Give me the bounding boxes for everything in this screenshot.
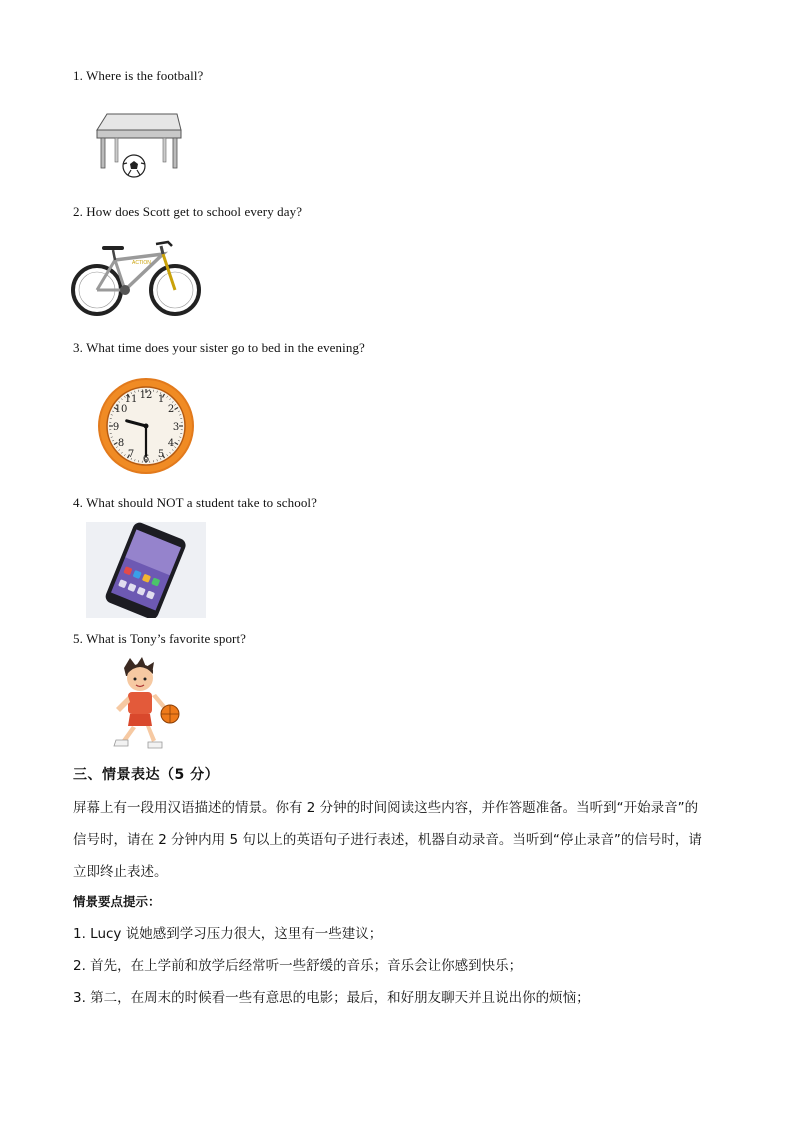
hint-2: 2. 首先，在上学前和放学后经常听一些舒缓的音乐；音乐会让你感到快乐； <box>73 958 523 974</box>
smartphone-image <box>86 522 206 618</box>
svg-text:9: 9 <box>112 422 120 433</box>
basketball-boy-image <box>100 656 190 759</box>
question-3: 3. What time does your sister go to bed in the evening? <box>73 340 365 355</box>
question-5: 5. What is Tony’s favorite sport? <box>73 631 247 646</box>
svg-text:10: 10 <box>114 404 128 415</box>
svg-text:6: 6 <box>142 454 150 465</box>
instruction-line-2: 信号时，请在 2 分钟内用 5 句以上的英语句子进行表述，机器自动录音。当听到“停止录音”的信号时，请 <box>73 832 702 848</box>
hint-1: 1. Lucy 说她感到学习压力很大，这里有一些建议； <box>73 926 383 942</box>
svg-text:2: 2 <box>167 404 175 415</box>
wall-clock-image <box>96 376 196 481</box>
question-1: 1. Where is the football? <box>73 68 204 83</box>
svg-text:12: 12 <box>139 390 153 401</box>
section-heading: 三、情景表达（5 分） <box>73 767 220 783</box>
bicycle-image <box>70 238 202 323</box>
svg-text:8: 8 <box>117 438 125 449</box>
svg-text:4: 4 <box>167 438 175 449</box>
question-4: 4. What should NOT a student take to school? <box>73 495 318 510</box>
hints-title: 情景要点提示： <box>73 894 161 909</box>
question-2: 2. How does Scott get to school every day? <box>73 204 303 219</box>
svg-text:1: 1 <box>157 394 165 405</box>
svg-text:5: 5 <box>157 449 165 460</box>
svg-text:ACTION: ACTION <box>132 260 151 266</box>
instruction-line-3: 立即终止表述。 <box>73 864 168 880</box>
instruction-line-1: 屏幕上有一段用汉语描述的情景。你有 2 分钟的时间阅读这些内容，并作答题准备。当听到“开始录音”的 <box>73 800 699 816</box>
svg-text:3: 3 <box>172 422 180 433</box>
svg-text:7: 7 <box>127 449 135 460</box>
svg-text:11: 11 <box>124 394 138 405</box>
desk-football-image <box>93 108 183 185</box>
hint-3: 3. 第二，在周末的时候看一些有意思的电影；最后，和好朋友聊天并且说出你的烦恼； <box>73 990 590 1006</box>
